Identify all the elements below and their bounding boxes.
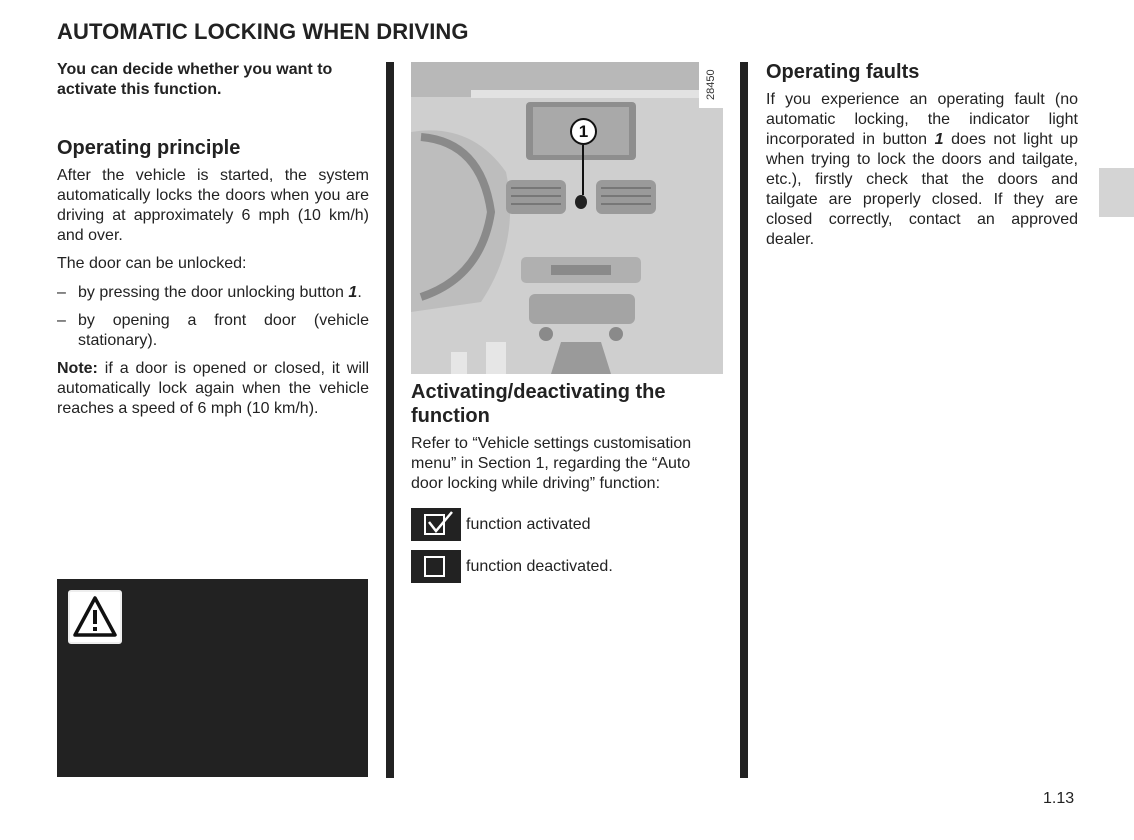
note-body: if a door is opened or closed, it will automatically lock again when the vehicle reaches a speed of 6 mph (10 km/h). bbox=[57, 360, 369, 417]
callout-line bbox=[582, 145, 584, 195]
list-dash: – bbox=[57, 284, 66, 301]
callout-marker: 1 bbox=[570, 118, 597, 145]
option-deactivated bbox=[411, 550, 613, 583]
left-column bbox=[57, 60, 369, 419]
operating-faults-text bbox=[766, 90, 1078, 250]
list-item-text: by opening a front door (vehicle stationary). bbox=[78, 312, 369, 349]
operating-faults-heading: Operating faults bbox=[766, 61, 920, 83]
list-item-text: by pressing the door unlocking button bbox=[78, 284, 349, 301]
intro-text: You can decide whether you want to activate this function. bbox=[57, 61, 333, 98]
operating-principle-heading: Operating principle bbox=[57, 137, 241, 159]
note-text bbox=[57, 359, 369, 419]
empty-box-icon bbox=[411, 550, 461, 583]
option-label: function deactivated. bbox=[466, 557, 613, 575]
faults-text-end: does not light up when trying to lock the doors and tailgate, etc.), firstly check that the doors and tailgate are properly closed. If they are closed correctly, contact an approved dealer. bbox=[766, 131, 1079, 248]
column-divider bbox=[386, 62, 394, 778]
dashboard-photo bbox=[411, 62, 723, 374]
button-ref: 1 bbox=[348, 284, 358, 301]
faults-text-start: If you experience an operating fault (no automatic locking, the indicator light incorporated in button bbox=[766, 91, 1078, 148]
note-label: Note: bbox=[57, 360, 98, 377]
image-reference-number: 28450 bbox=[699, 62, 723, 108]
column-divider bbox=[740, 62, 748, 778]
warning-triangle-icon bbox=[68, 590, 122, 644]
page-number: 1.13 bbox=[1043, 790, 1075, 807]
checked-box-icon bbox=[411, 508, 461, 541]
middle-column bbox=[411, 380, 723, 494]
list-item bbox=[57, 311, 369, 351]
right-column bbox=[766, 60, 1078, 250]
operating-principle-text: After the vehicle is started, the system automatically locks the doors when you are driving at approximately 6 mph (10 km/h) and over. bbox=[57, 167, 369, 244]
page-title: AUTOMATIC LOCKING WHEN DRIVING bbox=[57, 19, 469, 44]
list-item bbox=[57, 283, 369, 303]
activating-text: Refer to “Vehicle settings customisation menu” in Section 1, regarding the “Auto door locking while driving” function: bbox=[411, 435, 692, 492]
activating-heading: Activating/deactivating the function bbox=[411, 381, 666, 427]
button-ref: 1 bbox=[934, 131, 944, 148]
list-dash: – bbox=[57, 312, 66, 329]
option-activated bbox=[411, 508, 591, 541]
option-label: function activated bbox=[466, 515, 591, 533]
unlock-intro: The door can be unlocked: bbox=[57, 255, 247, 272]
list-item-text-end: . bbox=[357, 284, 362, 301]
section-tab bbox=[1099, 168, 1134, 217]
warning-box bbox=[57, 579, 368, 777]
